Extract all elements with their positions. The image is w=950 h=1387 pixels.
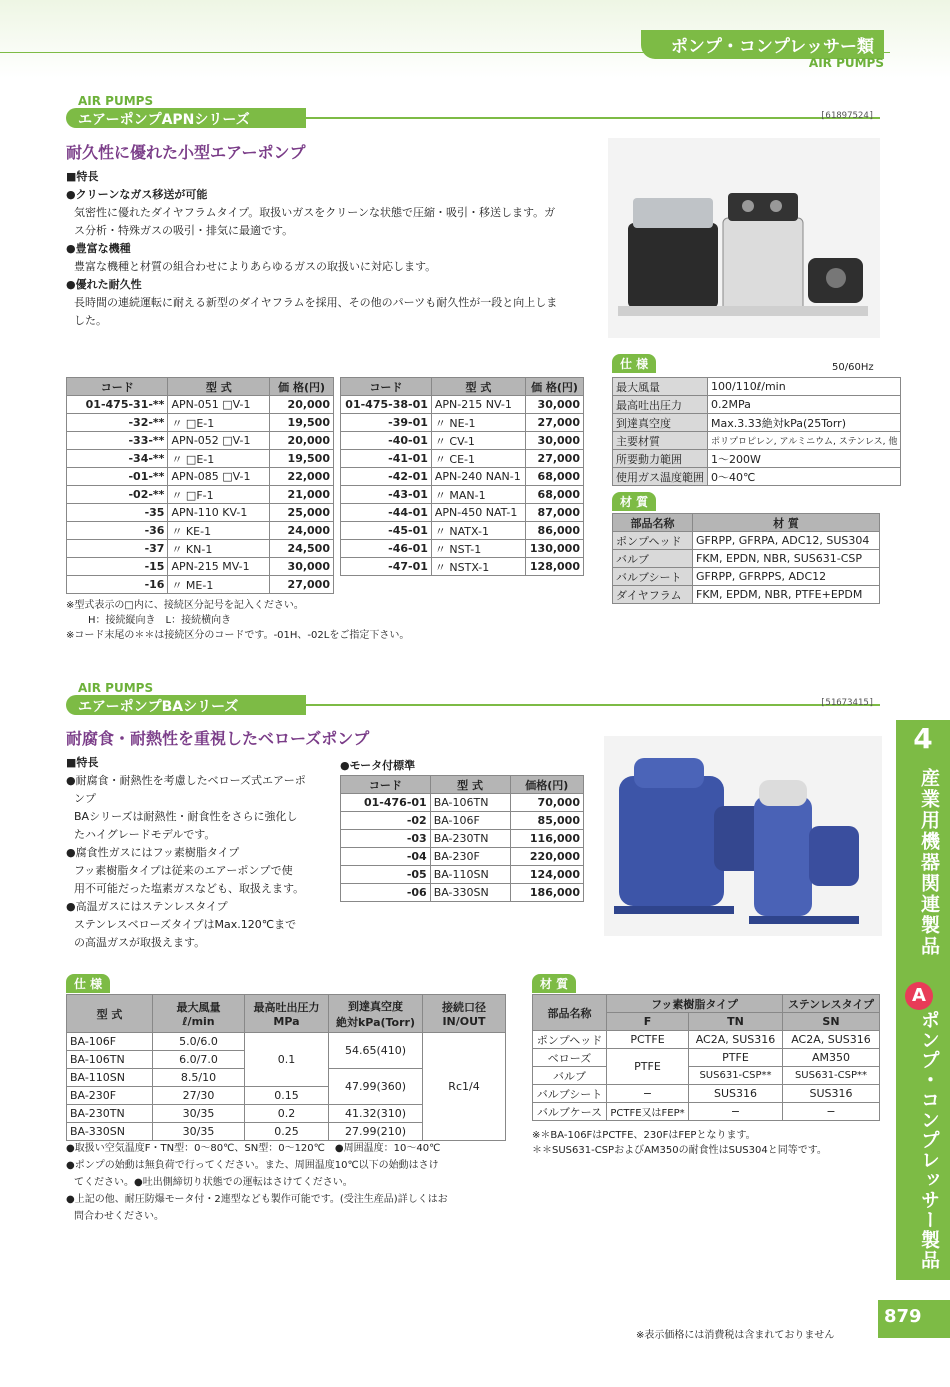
material-cell: PCTFE又はFEP* — [607, 1103, 689, 1121]
table-row — [613, 414, 901, 432]
apn-price-table-left — [66, 377, 334, 594]
page-number: 879 — [878, 1300, 950, 1338]
price-cell: 19,500 — [270, 414, 334, 432]
apn-section-title: エアーポンプAPNシリーズ — [66, 108, 306, 128]
spec-value: 1〜200W — [708, 450, 901, 468]
code-cell: -35 — [67, 504, 168, 522]
header-line: 絶対kPa(Torr) — [335, 1015, 415, 1029]
price-cell: 68,000 — [526, 468, 584, 486]
model-cell: BA-230F — [67, 1087, 153, 1105]
feature-line: ●耐腐食・耐熱性を考慮したベローズ式エアーポ — [66, 774, 306, 787]
model-cell: 〃 CE-1 — [431, 450, 525, 468]
model-cell: BA-230TN — [430, 830, 510, 848]
price-cell: 27,000 — [526, 414, 584, 432]
ba-material-table — [532, 994, 880, 1121]
model-cell: BA-330SN — [67, 1123, 153, 1141]
code-cell: -47-01 — [341, 558, 432, 576]
part-cell: バルブ — [613, 550, 693, 568]
part-cell: ポンプヘッド — [613, 532, 693, 550]
feature-line: 用不可能だった塩素ガスなども、取扱えます。 — [74, 882, 305, 895]
table-row — [533, 1049, 880, 1067]
col-header — [245, 995, 329, 1033]
col-header: 型 式 — [431, 378, 525, 396]
price-cell: 86,000 — [526, 522, 584, 540]
table-row — [341, 830, 584, 848]
spec-key: 使用ガス温度範囲 — [613, 468, 708, 486]
part-cell: ベローズ — [533, 1049, 607, 1067]
table-row — [67, 414, 334, 432]
material-cell: PTFE — [689, 1049, 783, 1067]
table-row — [67, 540, 334, 558]
table-row — [67, 576, 334, 594]
ba-section-en: AIR PUMPS — [78, 681, 154, 695]
header-line: 最高吐出圧力 — [253, 1001, 320, 1014]
part-cell: ポンプヘッド — [533, 1031, 607, 1049]
apn-material-table — [612, 513, 880, 604]
model-cell: 〃 □E-1 — [168, 414, 270, 432]
flow-cell: 30/35 — [153, 1123, 245, 1141]
model-cell: 〃 □F-1 — [168, 486, 270, 504]
material-cell: SUS631-CSP** — [689, 1067, 783, 1085]
code-cell: -04 — [341, 848, 431, 866]
table-row — [341, 486, 584, 504]
flow-cell: 8.5/10 — [153, 1069, 245, 1087]
note-line: ※＊BA-106FはPCTFE、230FはFEPとなります。 — [532, 1130, 756, 1141]
feature-line: ●高温ガスにはステンレスタイプ — [66, 900, 228, 913]
code-cell: -42-01 — [341, 468, 432, 486]
spec-value: ポリプロピレン, アルミニウム, ステンレス, 他 — [708, 432, 901, 450]
note-line: H：接続縦向き L：接続横向き — [88, 615, 232, 626]
code-cell: -32-** — [67, 414, 168, 432]
apn-notes — [66, 598, 596, 643]
feature-line: フッ素樹脂タイプは従来のエアーポンプで使 — [74, 864, 293, 877]
apn-spec-hz: 50/60Hz — [832, 362, 874, 373]
table-row — [613, 378, 901, 396]
feature-line: ンプ — [74, 792, 96, 805]
table-row — [67, 486, 334, 504]
table-row — [613, 550, 880, 568]
col-header: 材 質 — [693, 514, 880, 532]
price-cell: 30,000 — [526, 396, 584, 414]
material-cell: FKM, EPDN, NBR, SUS631-CSP — [693, 550, 880, 568]
price-cell: 128,000 — [526, 558, 584, 576]
header-line: ℓ/min — [182, 1015, 215, 1028]
table-row — [613, 532, 880, 550]
col-header: コード — [341, 776, 431, 794]
table-row — [341, 884, 584, 902]
table-row — [613, 432, 901, 450]
header-line: 最大風量 — [176, 1001, 221, 1014]
code-cell: 01-475-38-01 — [341, 396, 432, 414]
ba-section-title: エアーポンプBAシリーズ — [66, 695, 306, 715]
category-title: ポンプ・コンプレッサー類 — [641, 30, 884, 59]
side-tab-number: 4 — [913, 722, 933, 755]
col-header: 価格(円) — [510, 776, 584, 794]
apn-feature-body: 豊富な機種と材質の組合わせによりあらゆるガスの取扱いに対応します。 — [74, 260, 437, 273]
table-row — [533, 1067, 880, 1085]
col-header: コード — [67, 378, 168, 396]
price-cell: 186,000 — [510, 884, 584, 902]
note-line: ※コード末尾の＊＊は接続区分のコードです。-01H、-02Lをご指定下さい。 — [66, 630, 410, 641]
code-cell: -03 — [341, 830, 431, 848]
note-line: ●ポンプの始動は無負荷で行ってください。また、周囲温度10℃以下の始動はさけ — [66, 1160, 439, 1171]
model-cell: 〃 □E-1 — [168, 450, 270, 468]
material-cell: SUS316 — [689, 1085, 783, 1103]
feature-line: BAシリーズは耐熱性・耐食性をさらに強化し — [74, 810, 298, 823]
model-cell: 〃 NSTX-1 — [431, 558, 525, 576]
table-row — [613, 396, 901, 414]
model-cell: APN-240 NAN-1 — [431, 468, 525, 486]
note-line: ●取扱い空気温度F・TN型：0〜80℃、SN型：0〜120℃ ●周囲温度：10〜40℃ — [66, 1143, 441, 1154]
apn-catchphrase: 耐久性に優れた小型エアーポンプ — [66, 143, 306, 162]
price-cell: 20,000 — [270, 432, 334, 450]
ba-pump-photo — [604, 736, 882, 936]
header-line: 接続口径 — [442, 1001, 486, 1014]
price-cell: 19,500 — [270, 450, 334, 468]
col-header — [423, 995, 506, 1033]
price-cell: 87,000 — [526, 504, 584, 522]
model-cell: 〃 KN-1 — [168, 540, 270, 558]
header-line: MPa — [273, 1015, 300, 1028]
pressure-cell: 0.2 — [245, 1105, 329, 1123]
apn-feature-body: した。 — [74, 314, 107, 327]
ba-material-notes — [532, 1128, 882, 1158]
table-row — [67, 1033, 506, 1051]
ba-price-table — [340, 775, 584, 902]
table-row — [67, 450, 334, 468]
code-cell: -40-01 — [341, 432, 432, 450]
col-header: 価 格(円) — [526, 378, 584, 396]
apn-features — [66, 168, 606, 330]
side-tab-label: 産業用機器関連製品 — [918, 768, 940, 957]
material-cell: GFRPP, GFRPA, ADC12, SUS304 — [693, 532, 880, 550]
price-cell: 24,000 — [270, 522, 334, 540]
col-header: 型 式 — [168, 378, 270, 396]
tax-note: ※表示価格には消費税は含まれておりません — [636, 1330, 835, 1341]
code-cell: -15 — [67, 558, 168, 576]
model-cell: 〃 MAN-1 — [431, 486, 525, 504]
price-cell: 30,000 — [270, 558, 334, 576]
price-cell: 85,000 — [510, 812, 584, 830]
apn-feature-body: ス分析・特殊ガスの吸引・排気に最適です。 — [74, 224, 294, 237]
table-row — [341, 812, 584, 830]
price-cell: 21,000 — [270, 486, 334, 504]
code-cell: -37 — [67, 540, 168, 558]
part-cell: バルブシート — [533, 1085, 607, 1103]
code-cell: -06 — [341, 884, 431, 902]
table-row — [341, 414, 584, 432]
apn-section-en: AIR PUMPS — [78, 94, 154, 108]
apn-spec-table — [612, 377, 901, 486]
apn-feature-body: 気密性に優れたダイヤフラムタイプ。取扱いガスをクリーンな状態で圧縮・吸引・移送します。ガ — [74, 206, 556, 219]
col-header: 価 格(円) — [270, 378, 334, 396]
model-cell: 〃 KE-1 — [168, 522, 270, 540]
spec-key: 到達真空度 — [613, 414, 708, 432]
ba-material-label — [532, 974, 576, 993]
spec-pill: 仕 様 — [612, 354, 656, 373]
spec-value: 100/110ℓ/min — [708, 378, 901, 396]
model-cell: 〃 CV-1 — [431, 432, 525, 450]
code-cell: -45-01 — [341, 522, 432, 540]
table-row — [613, 450, 901, 468]
apn-material-label — [612, 492, 656, 511]
spec-key: 最高吐出圧力 — [613, 396, 708, 414]
table-row — [341, 504, 584, 522]
code-cell: -01-** — [67, 468, 168, 486]
spec-pill: 仕 様 — [66, 974, 110, 993]
ba-spec-label — [66, 974, 110, 993]
table-row — [341, 558, 584, 576]
model-cell: APN-215 NV-1 — [431, 396, 525, 414]
connection-cell: Rc1/4 — [423, 1033, 506, 1141]
note-line: 問合わせください。 — [74, 1211, 164, 1222]
spec-key: 主要材質 — [613, 432, 708, 450]
side-tab-sublabel: ポンプ・コンプレッサー製品 — [918, 1010, 940, 1270]
model-cell: BA-230TN — [67, 1105, 153, 1123]
table-row — [613, 568, 880, 586]
material-cell: PCTFE — [607, 1031, 689, 1049]
col-header: ステンレスタイプ — [783, 995, 880, 1013]
pressure-cell: 0.25 — [245, 1123, 329, 1141]
code-cell: -02 — [341, 812, 431, 830]
col-header: 型 式 — [67, 995, 153, 1033]
model-cell: APN-215 MV-1 — [168, 558, 270, 576]
spec-value: 0〜40℃ — [708, 468, 901, 486]
feature-line: ●腐食性ガスにはフッ素樹脂タイプ — [66, 846, 240, 859]
vacuum-cell: 47.99(360) — [329, 1069, 423, 1105]
spec-key: 最大風量 — [613, 378, 708, 396]
price-cell: 220,000 — [510, 848, 584, 866]
price-cell: 27,000 — [526, 450, 584, 468]
model-cell: BA-106F — [430, 812, 510, 830]
code-cell: -33-** — [67, 432, 168, 450]
table-row — [613, 468, 901, 486]
table-row — [67, 558, 334, 576]
col-header: コード — [341, 378, 432, 396]
price-cell: 124,000 — [510, 866, 584, 884]
part-cell: バルブシート — [613, 568, 693, 586]
model-cell: 〃 ME-1 — [168, 576, 270, 594]
ba-catchphrase: 耐腐食・耐熱性を重視したベローズポンプ — [66, 729, 370, 748]
flow-cell: 30/35 — [153, 1105, 245, 1123]
ba-features — [66, 754, 332, 952]
pressure-cell: 0.1 — [245, 1033, 329, 1087]
material-cell: − — [689, 1103, 783, 1121]
model-cell: 〃 NST-1 — [431, 540, 525, 558]
table-row — [341, 866, 584, 884]
flow-cell: 27/30 — [153, 1087, 245, 1105]
code-cell: 01-475-31-** — [67, 396, 168, 414]
price-cell: 22,000 — [270, 468, 334, 486]
table-row — [533, 1103, 880, 1121]
apn-spec-label — [612, 354, 656, 373]
table-row — [613, 586, 880, 604]
code-cell: -46-01 — [341, 540, 432, 558]
col-header: 型 式 — [430, 776, 510, 794]
price-cell: 116,000 — [510, 830, 584, 848]
pressure-cell: 0.15 — [245, 1087, 329, 1105]
ba-catalog-code: [51673415] — [820, 698, 875, 708]
col-header: TN — [689, 1013, 783, 1031]
model-cell: BA-106TN — [430, 794, 510, 812]
material-cell: PTFE — [607, 1049, 689, 1085]
apn-feature-body: 長時間の連続運転に耐える新型のダイヤフラムを採用、その他のパーツも耐久性が一段と向上しま — [74, 296, 558, 309]
apn-catalog-code: [61897524] — [820, 111, 875, 121]
table-row — [67, 432, 334, 450]
material-pill: 材 質 — [612, 492, 656, 511]
col-header — [329, 995, 423, 1033]
model-cell: BA-106TN — [67, 1051, 153, 1069]
model-cell: BA-106F — [67, 1033, 153, 1051]
model-cell: APN-051 □V-1 — [168, 396, 270, 414]
col-header: フッ素樹脂タイプ — [607, 995, 783, 1013]
table-row — [67, 468, 334, 486]
model-cell: 〃 NATX-1 — [431, 522, 525, 540]
vacuum-cell: 41.32(310) — [329, 1105, 423, 1123]
model-cell: APN-085 □V-1 — [168, 468, 270, 486]
note-line: てください。●吐出側締切り状態での運転はさけてください。 — [74, 1177, 353, 1188]
price-cell: 27,000 — [270, 576, 334, 594]
feature-line: たハイグレードモデルです。 — [74, 828, 216, 841]
part-cell: バルブケース — [533, 1103, 607, 1121]
material-cell: − — [607, 1085, 689, 1103]
col-header: SN — [783, 1013, 880, 1031]
ba-motor-label: ●モータ付標準 — [340, 759, 416, 772]
apn-feature-title: ●優れた耐久性 — [66, 278, 142, 291]
vacuum-cell: 27.99(210) — [329, 1123, 423, 1141]
code-cell: 01-476-01 — [341, 794, 431, 812]
price-cell: 70,000 — [510, 794, 584, 812]
material-cell: SUS316 — [783, 1085, 880, 1103]
apn-price-table-right — [340, 377, 584, 576]
flow-cell: 5.0/6.0 — [153, 1033, 245, 1051]
table-row — [341, 432, 584, 450]
model-cell: BA-230F — [430, 848, 510, 866]
code-cell: -16 — [67, 576, 168, 594]
header-line: 到達真空度 — [348, 999, 403, 1013]
table-row — [341, 468, 584, 486]
col-header: 部品名称 — [613, 514, 693, 532]
flow-cell: 6.0/7.0 — [153, 1051, 245, 1069]
material-cell: AC2A, SUS316 — [689, 1031, 783, 1049]
feature-line: の高温ガスが取扱えます。 — [74, 936, 206, 949]
apn-section-rule — [306, 117, 880, 119]
table-row — [341, 396, 584, 414]
table-row — [67, 396, 334, 414]
table-row — [533, 1031, 880, 1049]
model-cell: BA-110SN — [67, 1069, 153, 1087]
model-cell: BA-110SN — [430, 866, 510, 884]
category-subtitle: AIR PUMPS — [808, 56, 884, 70]
vacuum-cell: 54.65(410) — [329, 1033, 423, 1069]
part-cell: バルブ — [533, 1067, 607, 1085]
apn-feature-title: ●豊富な機種 — [66, 242, 131, 255]
table-row — [533, 1085, 880, 1103]
header-line: IN/OUT — [442, 1015, 486, 1028]
material-cell: AM350 — [783, 1049, 880, 1067]
model-cell: 〃 NE-1 — [431, 414, 525, 432]
model-cell: APN-450 NAT-1 — [431, 504, 525, 522]
table-row — [67, 504, 334, 522]
price-cell: 24,500 — [270, 540, 334, 558]
spec-value: 0.2MPa — [708, 396, 901, 414]
ba-features-heading: ■特長 — [66, 756, 99, 769]
code-cell: -43-01 — [341, 486, 432, 504]
material-pill: 材 質 — [532, 974, 576, 993]
ba-spec-table — [66, 994, 506, 1141]
feature-line: ステンレスベローズタイプはMax.120℃まで — [74, 918, 297, 931]
note-line: ＊＊SUS631-CSPおよびAM350の耐食性はSUS304と同等です。 — [532, 1145, 827, 1156]
material-cell: GFRPP, GFRPPS, ADC12 — [693, 568, 880, 586]
material-cell: FKM, EPDM, NBR, PTFE+EPDM — [693, 586, 880, 604]
table-row — [341, 794, 584, 812]
apn-features-heading: ■特長 — [66, 170, 99, 183]
price-cell: 30,000 — [526, 432, 584, 450]
ba-section-rule — [306, 704, 880, 706]
price-cell: 20,000 — [270, 396, 334, 414]
price-cell: 130,000 — [526, 540, 584, 558]
spec-key: 所要動力範囲 — [613, 450, 708, 468]
table-row — [341, 540, 584, 558]
code-cell: -41-01 — [341, 450, 432, 468]
apn-pump-photo — [608, 138, 880, 338]
price-cell: 25,000 — [270, 504, 334, 522]
spec-value: Max.3.33絶対kPa(25Torr) — [708, 414, 901, 432]
code-cell: -36 — [67, 522, 168, 540]
col-header — [153, 995, 245, 1033]
code-cell: -02-** — [67, 486, 168, 504]
apn-feature-title: ●クリーンなガス移送が可能 — [66, 188, 208, 201]
table-row — [341, 522, 584, 540]
table-row — [341, 450, 584, 468]
ba-notes — [66, 1140, 516, 1225]
code-cell: -44-01 — [341, 504, 432, 522]
material-cell: − — [783, 1103, 880, 1121]
col-header: F — [607, 1013, 689, 1031]
note-line: ※型式表示の□内に、接続区分記号を記入ください。 — [66, 600, 304, 611]
table-row — [67, 522, 334, 540]
material-cell: SUS631-CSP** — [783, 1067, 880, 1085]
model-cell: APN-110 KV-1 — [168, 504, 270, 522]
part-cell: ダイヤフラム — [613, 586, 693, 604]
side-tab-a-badge: A — [905, 982, 933, 1010]
model-cell: APN-052 □V-1 — [168, 432, 270, 450]
note-line: ●上記の他、耐圧防爆モータ付・2連型なども製作可能です。(受注生産品)詳しくはお — [66, 1194, 448, 1205]
code-cell: -39-01 — [341, 414, 432, 432]
material-cell: AC2A, SUS316 — [783, 1031, 880, 1049]
model-cell: BA-330SN — [430, 884, 510, 902]
col-header: 部品名称 — [533, 995, 607, 1031]
table-row — [341, 848, 584, 866]
code-cell: -05 — [341, 866, 431, 884]
code-cell: -34-** — [67, 450, 168, 468]
price-cell: 68,000 — [526, 486, 584, 504]
